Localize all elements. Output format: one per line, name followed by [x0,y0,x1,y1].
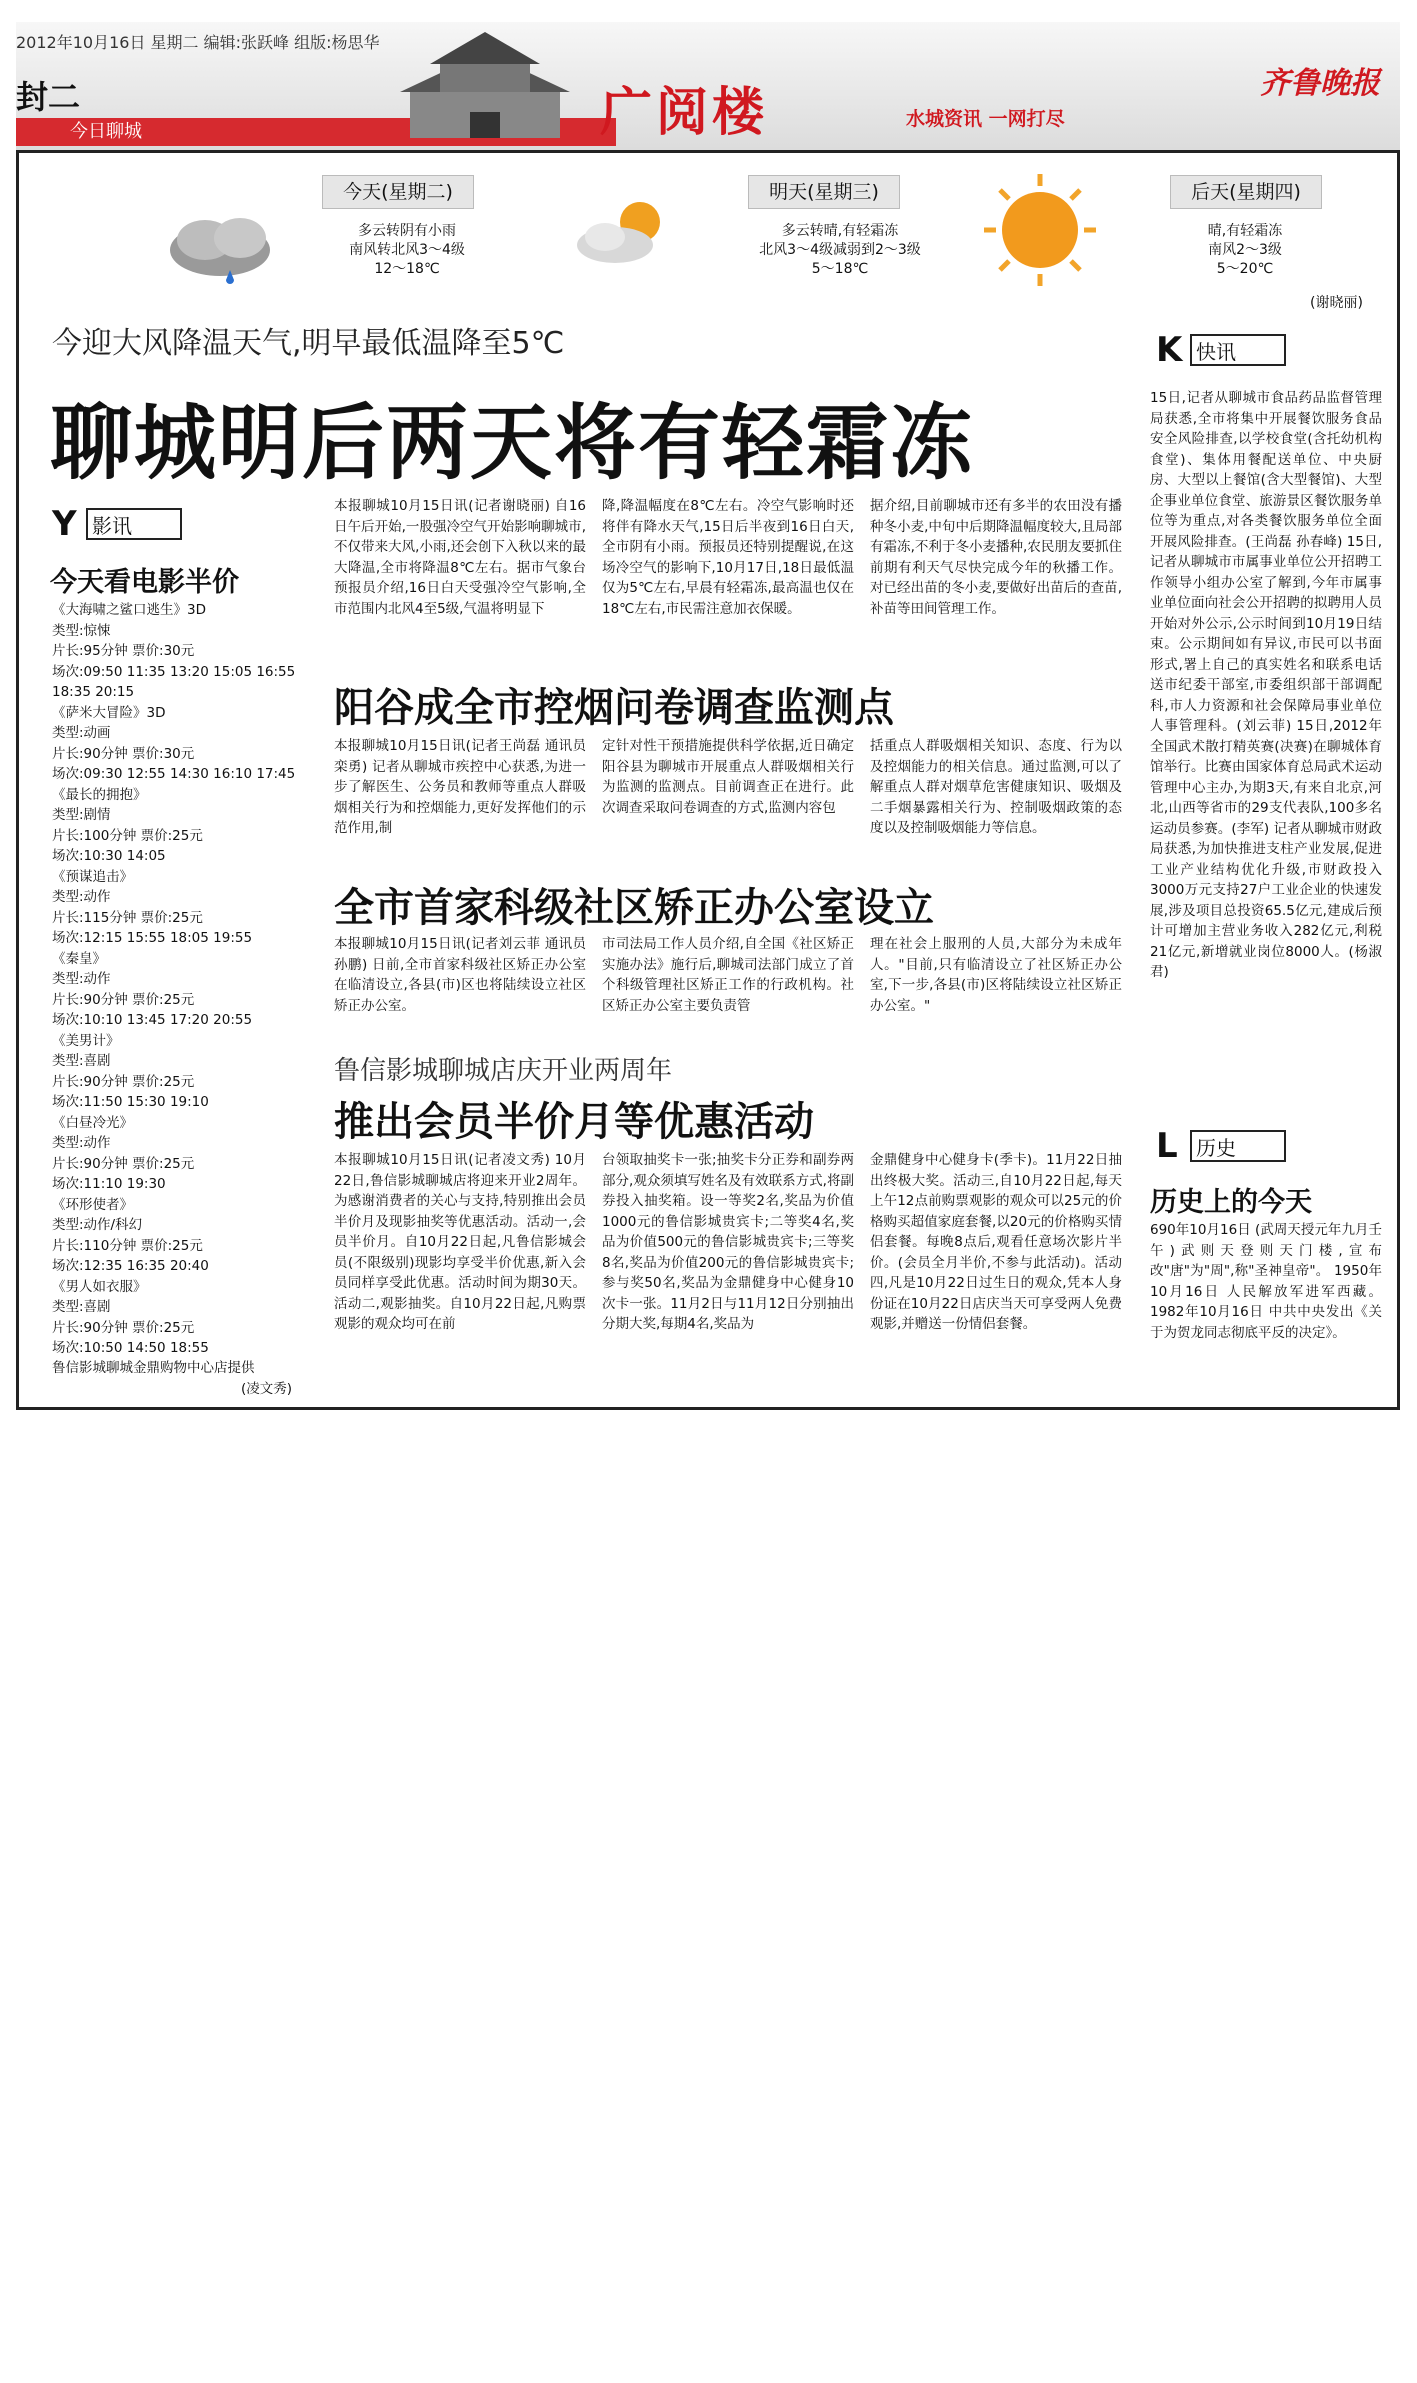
article2-col3: 括重点人群吸烟相关知识、态度、行为以及控烟能力的相关信息。通过监测,可以了解重点人群对烟草危害健康知识、吸烟及二手烟暴露相关行为、控制吸烟政策的态度以及控制吸烟能力等信息。 [870,738,1122,836]
film-line: 《白昼冷光》 [52,1114,133,1131]
weather-tomorrow-text [740,222,940,279]
film-line: 片长:110分钟 票价:25元 [52,1237,203,1254]
weather-today-text [322,222,492,279]
headline-subtitle: 今迎大风降温天气,明早最低温降至5℃ [52,326,565,361]
film-line: 场次:12:15 15:55 18:05 19:55 [52,930,253,946]
film-line: 场次:09:50 11:35 13:20 15:05 16:55 [52,663,296,680]
article4-col1: 本报聊城10月15日讯(记者凌文秀) 10月22日,鲁信影城聊城店将迎来开业2周年。为感谢消费者的关心与支持,特别推出会员半价月及现影抽奖等优惠活动。活动一,会员半价月。自10月22日起,凡鲁信影城会员(不限级别)现影均享受半价优惠,新入会员同样享受此优惠。活动时间为期30天。活动二,观影抽奖。自10月22日起,凡购票观影的观众均可在前 [334,1152,586,1332]
film-line: 片长:90分钟 票价:25元 [52,1155,195,1172]
film-line: 片长:100分钟 票价:25元 [52,827,203,844]
weather-today-line2: 南风转北风3～4级 [349,242,465,258]
weather-after-line3: 5～20℃ [1216,261,1274,277]
history-title: 历史上的今天 [1150,1187,1312,1218]
film-provider-text: 鲁信影城聊城金鼎购物中心店提供 [52,1360,255,1376]
article2-title: 阳谷成全市控烟问卷调查监测点 [334,685,894,731]
film-line: 场次:11:10 19:30 [52,1176,166,1192]
newspaper-logo: 齐鲁晚报 [1260,66,1380,101]
weather-after-line1: 晴,有轻霜冻 [1207,223,1283,239]
film-line: 《最长的拥抱》 [52,786,147,803]
film-line: 《美男计》 [52,1032,120,1049]
headline-title: 聊城明后两天将有轻霜冻 [50,396,975,491]
film-line: 《秦皇》 [52,950,106,967]
weather-day-tomorrow: 明天(星期三) [748,175,900,209]
film-line: 类型:动作/科幻 [52,1217,143,1233]
film-line: 场次:10:50 14:50 18:55 [52,1340,209,1356]
film-letter: Y [52,504,77,544]
weather-after-text [1160,222,1330,279]
article4-title: 推出会员半价月等优惠活动 [334,1099,814,1145]
film-line: 场次:12:35 16:35 20:40 [52,1258,209,1274]
film-line: 类型:动画 [52,725,111,741]
weather-after-line2: 南风2～3级 [1208,242,1282,258]
article3-col2: 市司法局工作人员介绍,自全国《社区矫正实施办法》施行后,聊城司法部门成立了首个科级管理社区矫正工作的行政机构。社区矫正办公室主要负责管 [602,936,854,1014]
film-line: 场次:10:30 14:05 [52,848,166,864]
brand-subtitle: 水城资讯 一网打尽 [906,108,1065,130]
film-line: 片长:90分钟 票价:30元 [52,745,195,762]
headline-col2: 降,降温幅度在8℃左右。冷空气影响时还将伴有降水天气,15日后半夜到16日白天,全市阴有小雨。预报员还特别提醒说,在这场冷空气的影响下,10月17日,18日最低温仅为5℃左右,早晨有轻霜冻,最高温也仅在18℃左右,市民需注意加衣保暖。 [602,498,854,617]
weather-today-line1: 多云转阴有小雨 [358,223,456,239]
history-text: 690年10月16日 (武周天授元年九月壬午)武则天登则天门楼,宣布改"唐"为"周",称"圣神皇帝"。 1950年10月16日 人民解放军进军西藏。 1982年10月16日 中共中央发出《关于为贺龙同志彻底平反的决定》。 [1150,1222,1382,1341]
film-line: 《男人如衣服》 [52,1278,147,1295]
film-line: 《预谋追击》 [52,868,133,885]
film-line: 类型:惊悚 [52,622,111,639]
film-line: 类型:喜剧 [52,1053,111,1069]
film-line: 《环形使者》 [52,1196,133,1213]
article3-col3: 理在社会上服刑的人员,大部分为未成年人。"目前,只有临清设立了社区矫正办公室,下一步,各县(市)区将陆续设立社区矫正办公室。" [870,936,1122,1014]
article2-col1: 本报聊城10月15日讯(记者王尚磊 通讯员 栾勇) 记者从聊城市疾控中心获悉,为进一步了解医生、公务员和教师等重点人群吸烟相关行为和控烟能力,更好发挥他们的示范作用,制 [334,738,586,836]
film-tag: 影讯 [86,508,182,540]
film-line: 场次:11:50 15:30 19:10 [52,1094,209,1110]
news-letter: K [1156,330,1183,370]
weather-tomorrow-line1: 多云转晴,有轻霜冻 [781,223,899,239]
film-line: 场次:10:10 13:45 17:20 20:55 [52,1012,253,1028]
article3-title: 全市首家科级社区矫正办公室设立 [334,885,934,931]
headline-col1: 本报聊城10月15日讯(记者谢晓丽) 自16日午后开始,一股强冷空气开始影响聊城市,不仅带来大风,小雨,还会创下入秋以来的最大降温,全市将降温8℃左右。据市气象台预报员介绍,16日白天受强冷空气影响,全市范围内北风4至5级,气温将明显下 [334,498,586,617]
film-line: 片长:95分钟 票价:30元 [52,643,195,659]
film-credit: (凌文秀) [240,1380,292,1397]
history-tag: 历史 [1190,1130,1286,1162]
film-listing [52,600,297,1359]
weather-day-today: 今天(星期二) [322,175,474,209]
article4-col2: 台领取抽奖卡一张;抽奖卡分正券和副券两部分,观众须填写姓名及有效联系方式,将副券投入抽奖箱。设一等奖2名,奖品为价值1000元的鲁信影城贵宾卡;二等奖4名,奖品为价值500元的鲁信影城贵宾卡;三等奖8名,奖品为价值200元的鲁信影城贵宾卡;参与奖50名,奖品为金鼎健身中心健身10次卡一张。11月2日与11月12日分别抽出分期大奖,每期4名,奖品为 [602,1152,854,1332]
headline-col3: 据介绍,目前聊城市还有多半的农田没有播种冬小麦,中旬中后期降温幅度较大,且局部有霜冻,不利于冬小麦播种,农民朋友要抓住前期有利天气尽快完成今年的秋播工作。对已经出苗的冬小麦,要做好出苗后的查苗,补苗等田间管理工作。 [870,498,1122,617]
film-line: 《萨米大冒险》3D [52,704,166,721]
article4-col3: 金鼎健身中心健身卡(季卡)。11月22日抽出终极大奖。活动三,自10月22日起,每天上午12点前购票观影的观众可以25元的价格购买超值家庭套餐,以20元的价格购买情侣套餐。每晚8点后,观看任意场次影片半价。(会员全月半价,不参与此活动)。活动四,凡是10月22日过生日的观众,凭本人身份证在10月22日店庆当天可享受两人免费观影,并赠送一份情侣套餐。 [870,1152,1122,1332]
weather-day-after: 后天(星期四) [1170,175,1322,209]
film-line: 片长:90分钟 票价:25元 [52,991,195,1008]
history-letter: L [1156,1126,1178,1166]
film-line: 《大海啸之鲨口逃生》3D [52,602,206,618]
film-line: 类型:动作 [52,971,111,987]
film-line: 片长:90分钟 票价:25元 [52,1319,195,1336]
article3-col1: 本报聊城10月15日讯(记者刘云菲 通讯员 孙鹏) 日前,全市首家科级社区矫正办公室在临清设立,各县(市)区也将陆续设立社区矫正办公室。 [334,936,586,1014]
brand-title: 广阅楼 [600,83,769,143]
section-title: 封二 [16,78,81,116]
news-text: 15日,记者从聊城市食品药品监督管理局获悉,全市将集中开展餐饮服务食品安全风险排查,以学校食堂(含托幼机构食堂)、集体用餐配送单位、中央厨房、大型以上餐馆(含大型餐馆)、大型企事业单位食堂、旅游景区餐饮服务单位等为重点,对各类餐饮服务单位全面开展风险排查。(王尚磊 孙春峰) 15日,记者从聊城市市属事业单位公开招聘工作领导小组办公室了解到,今年市属事业单位面向社会公开招聘的拟聘用人员开始对外公示,公示时间到10月19日结束。公示期间如有异议,市民可以书面形式,署上自己的真实姓名和联系电话送市纪委干部室,市委组织部干部调配科,市人力资源和社会保障局事业单位人事管理科。(刘云菲) 15日,2012年全国武术散打精英赛(决赛)在聊城体育馆举行。比赛由国家体育总局武术运动管理中心主办,为期3天,有来自北京,河北,山西等省市的29支代表队,100多名运动员参赛。(李军) 记者从聊城市财政局获悉,为加快推进支柱产业发展,促进工业产业结构优化升级,市财政投入3000万元支持27户工业企业的快速发展,涉及项目总投资65.5亿元,建成后预计可增加主营业务收入282亿元,利税21亿元,新增就业岗位8000人。(杨淑君) [1150,390,1382,980]
article2-col2: 定针对性干预措施提供科学依据,近日确定阳谷县为聊城市开展重点人群吸烟相关行为监测的监测点。目前调查正在进行。此次调查采取问卷调查的方式,监测内容包 [602,738,854,816]
film-line: 类型:动作 [52,889,111,905]
weather-tomorrow-line3: 5～18℃ [811,261,869,277]
film-line: 类型:剧情 [52,807,111,823]
article4-kicker: 鲁信影城聊城店庆开业两周年 [334,1056,673,1086]
film-provider [52,1358,292,1399]
film-line: 片长:115分钟 票价:25元 [52,909,203,926]
film-line: 场次:09:30 12:55 14:30 16:10 17:45 [52,766,296,782]
section-bar-label: 今日聊城 [70,121,142,142]
film-line: 类型:动作 [52,1135,111,1151]
film-line: 类型:喜剧 [52,1299,111,1315]
weather-today-line3: 12～18℃ [374,261,440,277]
film-line: 片长:90分钟 票价:25元 [52,1073,195,1090]
weather-credit: (谢晓丽) [1310,295,1363,311]
film-line: 18:35 20:15 [52,684,135,700]
page-meta: 2012年10月16日 星期二 编辑:张跃峰 组版:杨思华 [16,33,380,52]
sun-icon [975,170,1105,290]
weather-tomorrow-line2: 北风3～4级减弱到2～3级 [759,242,921,258]
news-tag: 快讯 [1190,334,1286,366]
sun-cloud-icon [570,190,680,270]
film-title: 今天看电影半价 [50,567,239,598]
tower-logo-icon [390,22,580,138]
cloud-rain-icon [160,210,290,290]
